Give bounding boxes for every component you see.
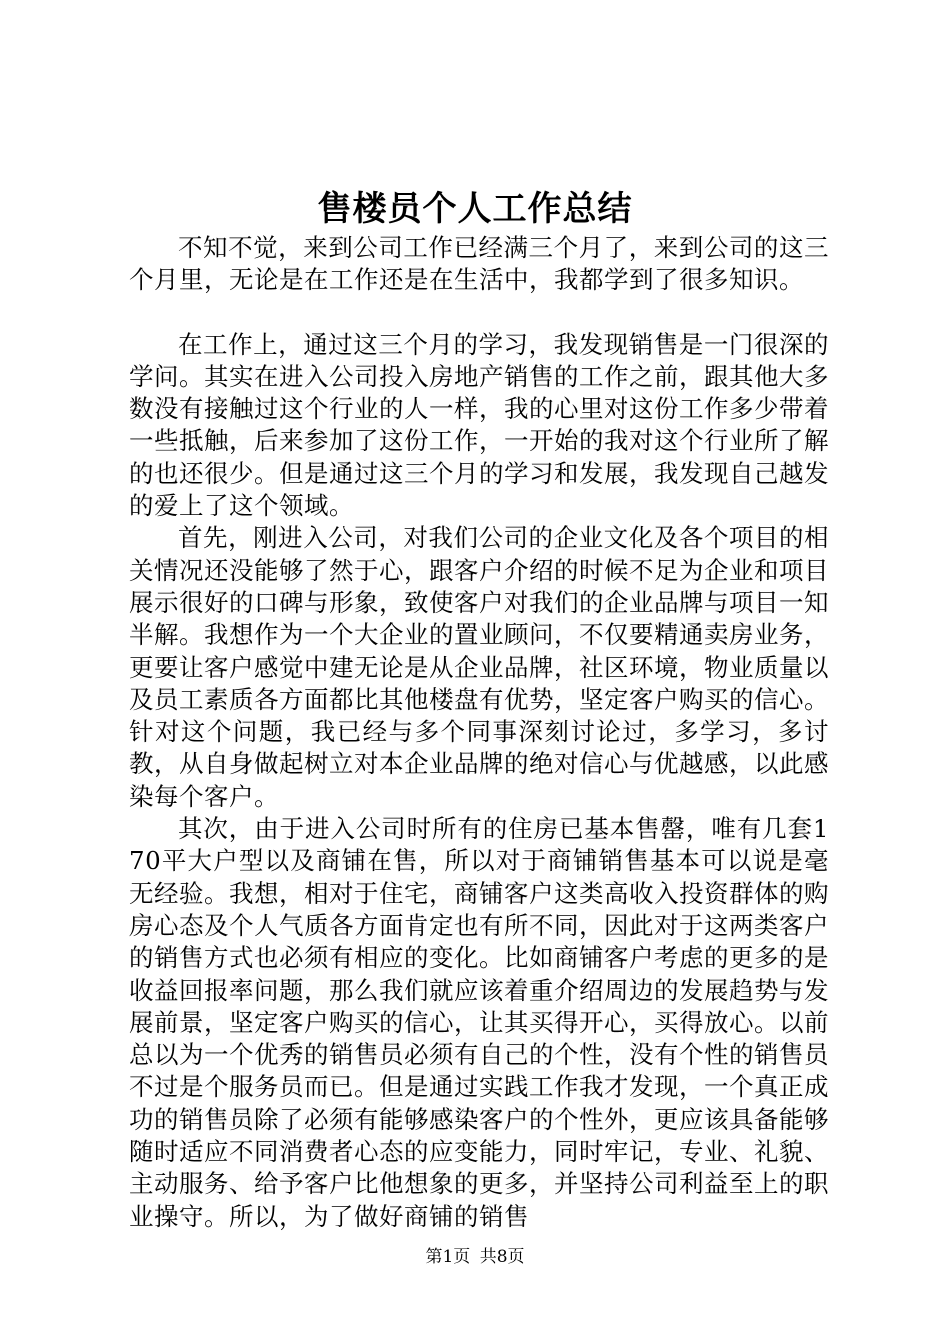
document-body xyxy=(129,232,829,1233)
paragraph-work: 在工作上，通过这三个月的学习，我发现销售是一门很深的学问。其实在进入公司投入房地产销售的工作之前，跟其他大多数没有接触过这个行业的人一样，我的心里对这份工作多少带着一些抵触，后来参加了这份工作，一开始的我对这个行业所了解的也还很少。但是通过这三个月的学习和发展，我发现自己越发的爱上了这个领域。 xyxy=(129,329,829,521)
page-footer: 第1页 共8页 xyxy=(425,1247,525,1267)
paragraph-intro: 不知不觉，来到公司工作已经满三个月了，来到公司的这三个月里，无论是在工作还是在生活中，我都学到了很多知识。 xyxy=(129,233,829,295)
document-title: 售楼员个人工作总结 xyxy=(317,189,633,229)
paragraph-first: 首先，刚进入公司，对我们公司的企业文化及各个项目的相关情况还没能够了然于心，跟客户介绍的时候不足为企业和项目展示很好的口碑与形象，致使客户对我们的企业品牌与项目一知半解。我想作为一个大企业的置业顾问，不仅要精通卖房业务，更要让客户感觉中建无论是从企业品牌，社区环境，物业质量以及员工素质各方面都比其他楼盘有优势，坚定客户购买的信心。针对这个问题，我已经与多个同事深刻讨论过，多学习，多讨教，从自身做起树立对本企业品牌的绝对信心与优越感，以此感染每个客户。 xyxy=(129,523,829,811)
paragraph-second: 其次，由于进入公司时所有的住房已基本售罄，唯有几套170平大户型以及商铺在售，所以对于商铺销售基本可以说是毫无经验。我想，相对于住宅，商铺客户这类高收入投资群体的购房心态及个人气质各方面肯定也有所不同，因此对于这两类客户的销售方式也必须有相应的变化。比如商铺客户考虑的更多的是收益回报率问题，那么我们就应该着重介绍周边的发展趋势与发展前景，坚定客户购买的信心，让其买得开心，买得放心。以前总以为一个优秀的销售员必须有自己的个性，没有个性的销售员不过是个服务员而已。但是通过实践工作我才发现，一个真正成功的销售员除了必须有能够感染客户的个性外，更应该具备能够随时适应不同消费者心态的应变能力，同时牢记，专业、礼貌、主动服务、给予客户比他想象的更多，并坚持公司利益至上的职业操守。所以，为了做好商铺的销售 xyxy=(129,814,829,1231)
